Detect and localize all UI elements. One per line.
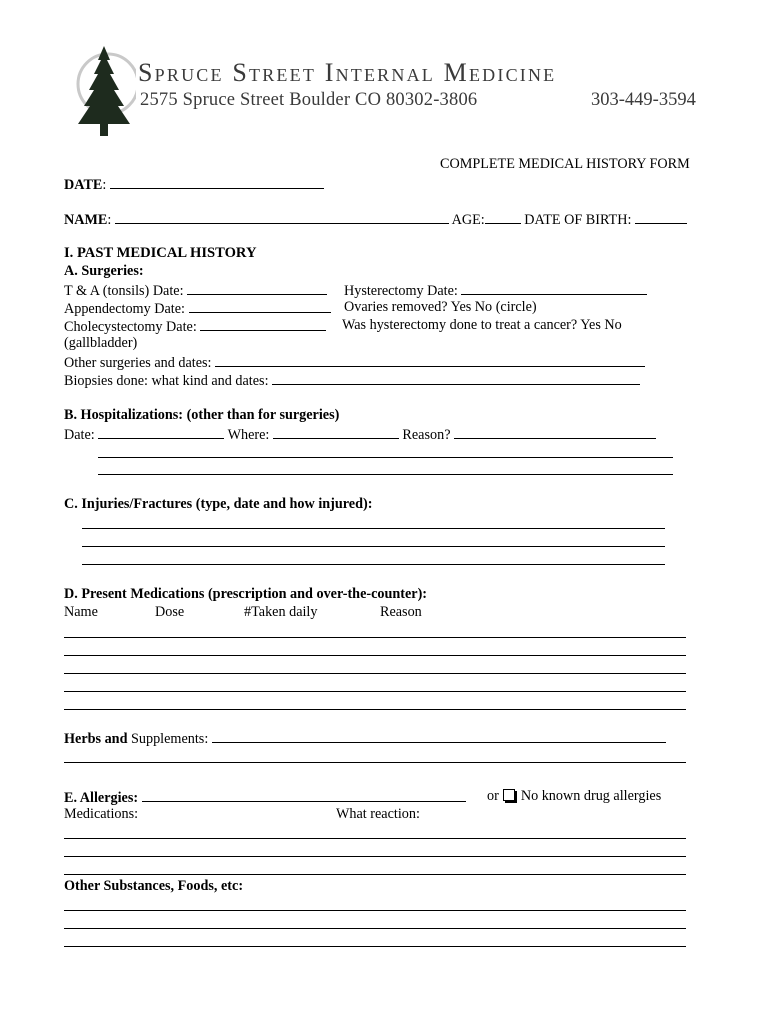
hospitalizations-row (64, 425, 656, 444)
hospitalizations-line[interactable] (98, 474, 673, 475)
other-substances-label: Other Substances, Foods, etc: (64, 878, 244, 894)
biopsies-field[interactable] (272, 371, 640, 385)
substances-line[interactable] (64, 928, 686, 929)
spruce-tree-logo (72, 44, 136, 142)
med-col-taken-daily: #Taken daily (244, 604, 318, 620)
name-label: NAME (64, 212, 108, 228)
biopsies-label: Biopsies done: what kind and dates: (64, 373, 269, 389)
cholecystectomy-date-field[interactable] (200, 317, 326, 331)
appendectomy-row (64, 299, 331, 318)
allergies-heading: E. Allergies: (64, 790, 139, 806)
hosp-reason-label: Reason? (402, 427, 451, 443)
other-surgeries-field[interactable] (215, 353, 645, 367)
no-known-allergies-row (487, 788, 661, 805)
name-field[interactable] (115, 210, 449, 224)
appendectomy-date-field[interactable] (189, 299, 331, 313)
practice-name: Spruce Street Internal Medicine (138, 58, 557, 87)
hysterectomy-label: Hysterectomy Date: (344, 283, 458, 299)
substances-line[interactable] (64, 946, 686, 947)
med-col-name: Name (64, 604, 98, 620)
herbs-label-bold: Herbs and (64, 731, 128, 747)
date-label: DATE (64, 177, 103, 193)
other-surgeries-row (64, 353, 645, 372)
injuries-line[interactable] (82, 528, 665, 529)
tonsils-label: T & A (tonsils) Date: (64, 283, 184, 299)
ovaries-removed[interactable]: Ovaries removed? Yes No (circle) (344, 299, 537, 315)
injuries-line[interactable] (82, 564, 665, 565)
allergy-medications-label: Medications: (64, 806, 139, 822)
herbs-field[interactable] (212, 729, 666, 743)
hosp-where-field[interactable] (273, 425, 399, 439)
or-label: or (487, 788, 499, 804)
gallbladder-note: (gallbladder) (64, 335, 138, 351)
letterhead (72, 44, 702, 154)
allergies-row (64, 788, 466, 807)
appendectomy-label: Appendectomy Date: (64, 301, 185, 317)
age-label: AGE: (451, 212, 485, 228)
medication-line[interactable] (64, 655, 686, 656)
allergy-line[interactable] (64, 838, 686, 839)
age-field[interactable] (485, 210, 521, 224)
hysterectomy-row (344, 281, 647, 300)
allergy-line[interactable] (64, 874, 686, 875)
biopsies-row (64, 371, 640, 390)
other-surgeries-label: Other surgeries and dates: (64, 355, 212, 371)
date-row: DATE: (64, 175, 324, 194)
name-row: NAME: AGE: DATE OF BIRTH: (64, 210, 687, 229)
medication-line[interactable] (64, 673, 686, 674)
hosp-reason-field[interactable] (454, 425, 656, 439)
medications-heading: D. Present Medications (prescription and over-the-counter): (64, 586, 428, 602)
herbs-row (64, 729, 666, 748)
hosp-where-label: Where: (227, 427, 270, 443)
dob-label: DATE OF BIRTH: (524, 212, 632, 228)
herbs-label: Supplements: (131, 731, 209, 747)
med-col-dose: Dose (155, 604, 185, 620)
practice-address: 2575 Spruce Street Boulder CO 80302-3806 (140, 90, 478, 110)
cholecystectomy-row (64, 317, 326, 336)
herbs-line[interactable] (64, 762, 686, 763)
form-title: COMPLETE MEDICAL HISTORY FORM (440, 156, 690, 172)
practice-phone: 303-449-3594 (591, 90, 696, 110)
medication-line[interactable] (64, 691, 686, 692)
cholecystectomy-label: Cholecystectomy Date: (64, 319, 197, 335)
surgeries-heading: A. Surgeries: (64, 263, 144, 279)
medication-line[interactable] (64, 637, 686, 638)
hosp-date-label: Date: (64, 427, 95, 443)
allergy-reaction-label: What reaction: (336, 806, 420, 822)
medication-line[interactable] (64, 709, 686, 710)
past-history-heading: I. PAST MEDICAL HISTORY (64, 245, 257, 261)
dob-field[interactable] (635, 210, 687, 224)
hospitalizations-heading: B. Hospitalizations: (other than for surgeries) (64, 407, 340, 423)
tonsils-date-field[interactable] (187, 281, 327, 295)
hysterectomy-date-field[interactable] (461, 281, 647, 295)
no-known-allergies-label: No known drug allergies (520, 788, 662, 804)
injuries-line[interactable] (82, 546, 665, 547)
tonsils-row (64, 281, 327, 300)
hospitalizations-line[interactable] (98, 457, 673, 458)
allergy-line[interactable] (64, 856, 686, 857)
injuries-heading: C. Injuries/Fractures (type, date and how injured): (64, 496, 373, 512)
date-field[interactable] (110, 175, 324, 189)
med-col-reason: Reason (380, 604, 422, 620)
hysterectomy-cancer[interactable]: Was hysterectomy done to treat a cancer? Yes No (342, 317, 622, 333)
substances-line[interactable] (64, 910, 686, 911)
no-known-allergies-checkbox[interactable] (503, 789, 515, 801)
allergies-field[interactable] (142, 788, 466, 802)
hosp-date-field[interactable] (98, 425, 224, 439)
